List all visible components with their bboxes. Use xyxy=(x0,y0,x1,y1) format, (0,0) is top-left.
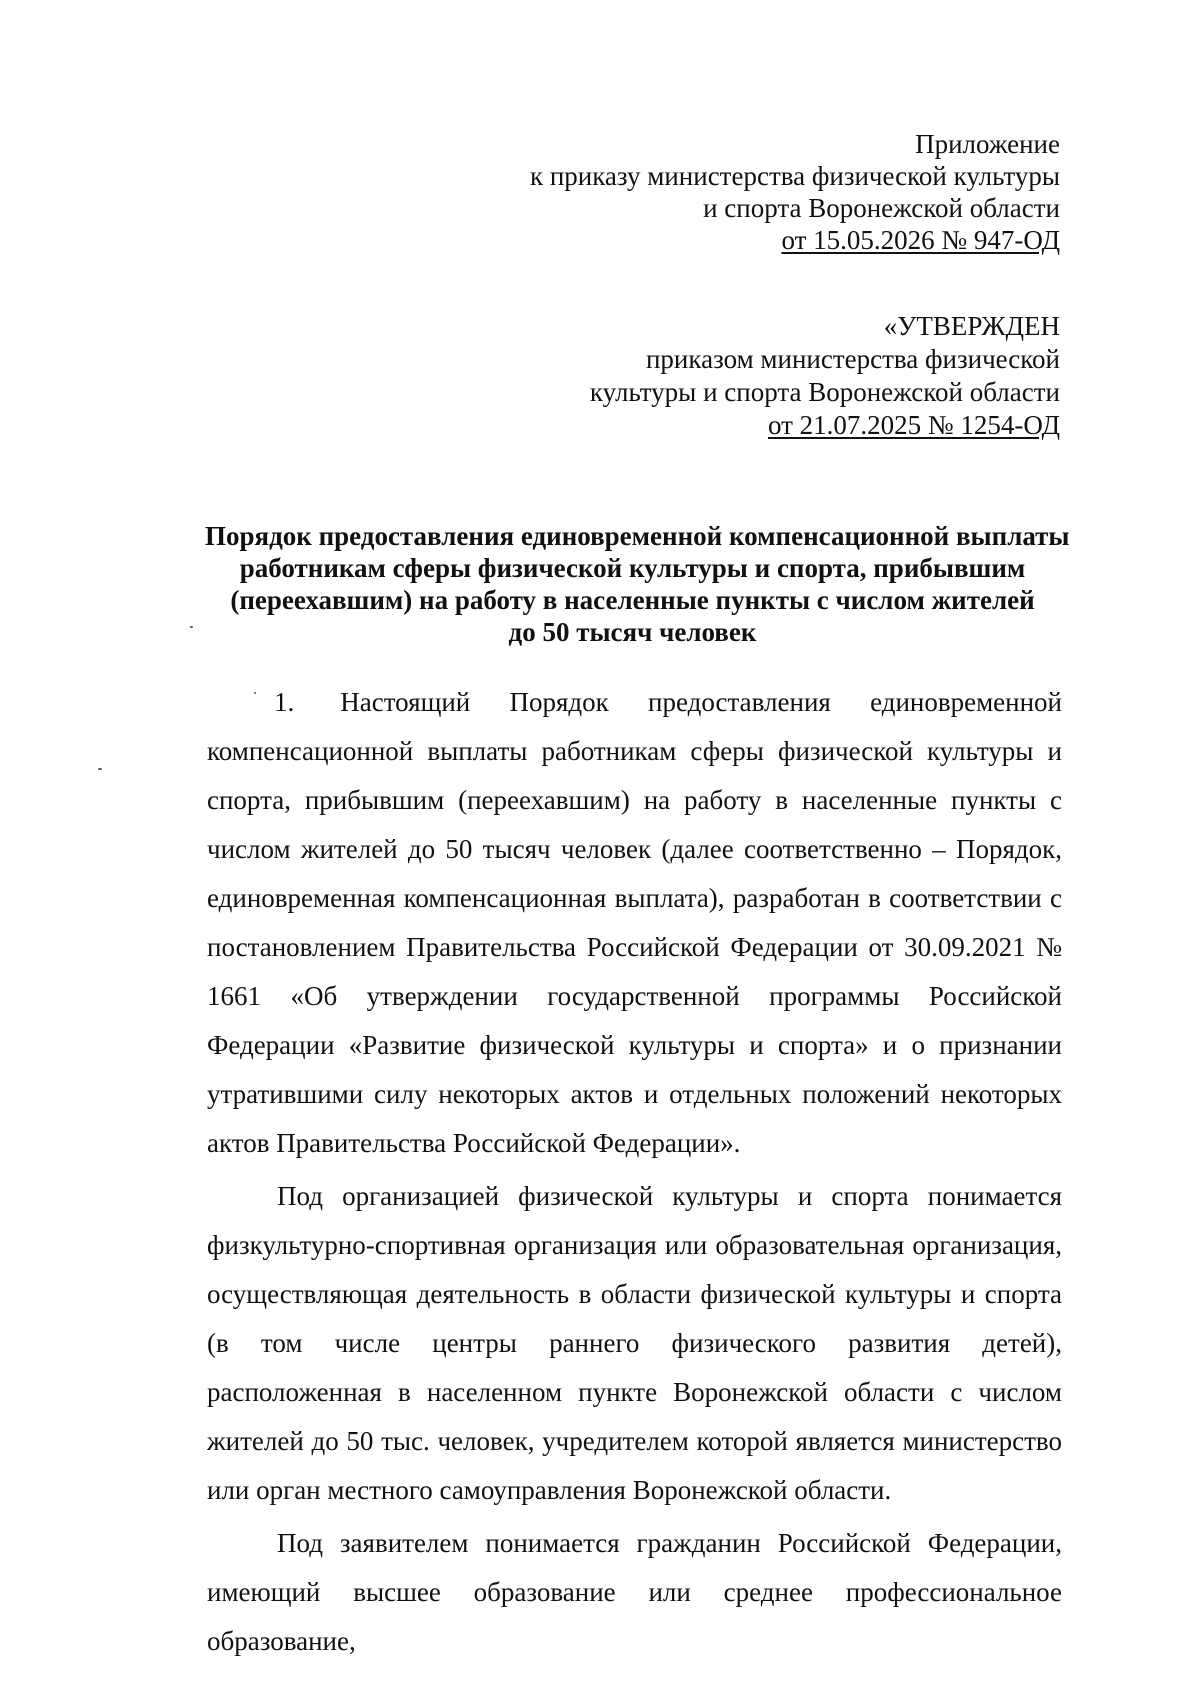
document-body xyxy=(207,678,1062,1666)
title-line-1: Порядок предоставления единовременной компенсационной выплаты xyxy=(205,521,1070,551)
paragraph-1-text: Настоящий Порядок предоставления единовременной компенсационной выплаты работникам сферы физической культуры и спорта, прибывшим (переехавшим) на работу в населенные пункты с числом жителей до 50 тысяч человек (далее соответственно – Порядок, единовременная компенсационная выплата), разработан в соответствии с постановлением Правительства Российской Федерации от 30.09.2021 № 1661 «Об утверждении государственной программы Российской Федерации «Развитие физической культуры и спорта» и о признании утратившими силу некоторых актов и отдельных положений некоторых актов Правительства Российской Федерации». xyxy=(207,687,1062,1158)
approved-ministry: культуры и спорта Воронежской области xyxy=(589,377,1060,407)
appendix-ministry: и спорта Воронежской области xyxy=(703,193,1060,223)
appendix-label: Приложение xyxy=(915,129,1060,159)
approved-label: «УТВЕРЖДЕН xyxy=(883,311,1060,341)
paragraph-1-number: 1. xyxy=(274,687,295,717)
paragraph-2: Под организацией физической культуры и спорта понимается физкультурно-спортивная организация или образовательная организация, осуществляющая деятельность в области физической культуры и спорта (в том числе центры раннего физического развития детей), расположенная в населенном пункте Воронежской области с числом жителей до 50 тыс. человек, учредителем которой является министерство или орган местного самоуправления Воронежской области. xyxy=(207,1181,1062,1505)
approved-order-date: от 21.07.2025 № 1254-ОД xyxy=(767,410,1060,440)
title-line-3: (переехавшим) на работу в населенные пункты с числом жителей xyxy=(230,585,1035,615)
approved-order-ref: приказом министерства физической xyxy=(645,344,1060,374)
appendix-order-date: от 15.05.2026 № 947-ОД xyxy=(781,225,1060,255)
scan-speck xyxy=(98,768,102,770)
title-line-4: до 50 тысяч человек xyxy=(508,617,757,647)
appendix-header xyxy=(530,128,1060,256)
document-title xyxy=(205,520,1070,648)
title-line-2: работникам сферы физической культуры и спорта, прибывшим xyxy=(239,553,1026,583)
appendix-order-ref: к приказу министерства физической культуры xyxy=(529,161,1060,191)
approved-block xyxy=(590,310,1060,442)
paragraph-1 xyxy=(207,678,1062,1168)
scan-speck xyxy=(254,692,256,694)
paragraph-3: Под заявителем понимается гражданин Российской Федерации, имеющий высшее образование или среднее профессиональное образование, xyxy=(207,1528,1062,1656)
scan-speck xyxy=(190,626,193,628)
